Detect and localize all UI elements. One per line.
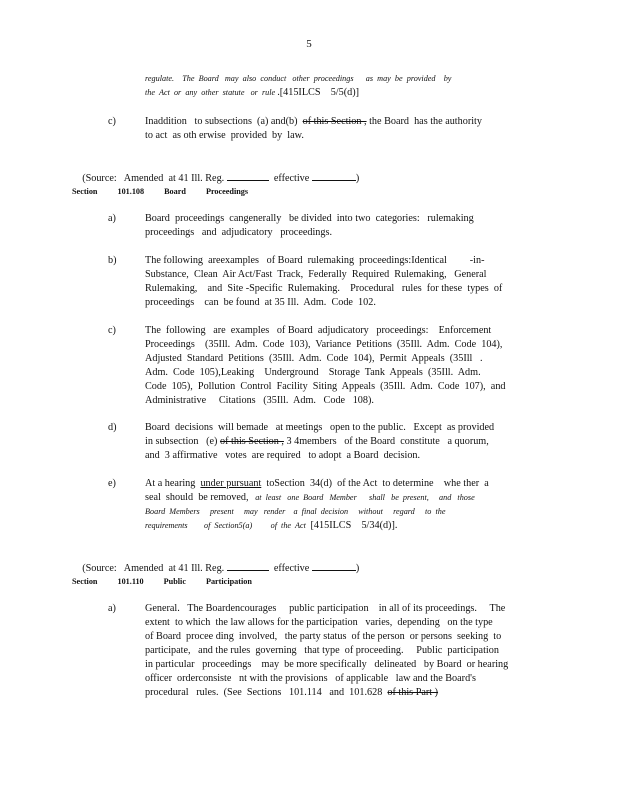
item-a-line-2: proceedings and adjudicatory proceedings. <box>145 227 332 238</box>
item-c2-line-1: The following are examples of Board adjudicatory proceedings: Enforcement <box>145 325 492 336</box>
section-heading-title-2b: Participation <box>205 577 252 586</box>
item-a-line-1: Board proceedings cangenerally be divided into two categories: rulemaking <box>145 213 474 224</box>
item-e-underlined-text: under pursuant <box>200 478 262 489</box>
item-c2-line-5: Code 105), Pollution Control Facility Siting Appeals (35Ill. Adm. Code 107), and <box>145 381 506 392</box>
source-note-2-c: ) <box>355 563 360 574</box>
source-note-1-reg-blank <box>227 170 269 181</box>
item-c-line-1a: Inaddition to subsections (a) and(b) <box>145 116 303 127</box>
item-b-line-1: The following areexamples of Board rulemaking proceedings:Identical -in- <box>145 255 485 266</box>
continued-line-2-citation: .[415ILCS 5/5(d)] <box>277 87 359 98</box>
section-heading-title-1: Board <box>164 187 186 196</box>
item-e-line-4-italic: requirements of Section5(a) of the Act <box>145 521 308 530</box>
source-note-2-b: effective <box>268 563 312 574</box>
source-note-1-a: (Source: Amended at 41 Ill. Reg. <box>82 173 227 184</box>
item-c-line-2: to act as oth erwise provided by law. <box>145 130 304 141</box>
source-note-2-reg-blank <box>227 560 269 571</box>
item-c-paragraph <box>145 115 535 143</box>
source-note-1-b: effective <box>268 173 312 184</box>
continued-line-2-italic: the Act or any other statute or rule <box>145 88 278 97</box>
item-b-line-4: proceedings can be found at 35 Ill. Adm. Code 102. <box>145 297 376 308</box>
item-c2-paragraph <box>145 324 506 408</box>
section-heading-101-110 <box>72 575 252 589</box>
item-e-line-1b: toSection 34(d) of the Act to determine whe ther a <box>261 478 489 489</box>
item-c2-line-6: Administrative Citations (35Ill. Adm. Code 108). <box>145 395 374 406</box>
item-d-paragraph <box>145 421 494 463</box>
item-a2-line-3: of Board procee ding involved, the party status of the person or persons seeking to <box>145 631 502 642</box>
item-label-b: b) <box>108 255 117 266</box>
item-d-line-2b: 3 4members of the Board constitute a quorum, <box>283 436 489 447</box>
item-b-paragraph <box>145 254 502 310</box>
item-d-line-2a: in subsection (e) <box>145 436 220 447</box>
item-c2-line-3: Adjusted Standard Petitions (35Ill. Adm. Code 104), Permit Appeals (35Ill . <box>145 353 483 364</box>
item-label-a: a) <box>108 213 116 224</box>
item-a2-struck-text: of this Part ) <box>387 687 439 698</box>
section-heading-title-2: Proceedings <box>205 187 249 196</box>
item-e-paragraph <box>145 477 489 533</box>
section-heading-number: 101.108 <box>117 187 145 196</box>
item-c-line-1b: the Board has the authority <box>366 116 482 127</box>
item-c-struck-text: of this Section , <box>302 116 367 127</box>
item-c2-line-4: Adm. Code 105),Leaking Underground Storage Tank Appeals (35Ill. Adm. <box>145 367 481 378</box>
item-label-a-2: a) <box>108 603 116 614</box>
item-a2-line-4: participate, and the rules governing that type of proceeding. Public participation <box>145 645 499 656</box>
source-note-2-date-blank <box>312 560 356 571</box>
page-number: 5 <box>306 38 312 50</box>
item-label-e: e) <box>108 478 116 489</box>
continued-line-1: regulate. The Board may also conduct other proceedings as may be provided by <box>145 74 452 83</box>
item-a2-line-2: extent to which the law allows for the participation varies, depending on the type <box>145 617 493 628</box>
item-d-struck-text: of this Section , <box>219 436 284 447</box>
item-a2-paragraph <box>145 602 508 700</box>
item-a2-line-7: procedural rules. (See Sections 101.114 and 101.628 <box>145 687 388 698</box>
section-heading-number-2: 101.110 <box>117 577 144 586</box>
source-note-1-c: ) <box>355 173 360 184</box>
item-a2-line-6: officer orderconsiste nt with the provisions of applicable law and the Board's <box>145 673 476 684</box>
section-heading-101-108 <box>72 185 248 199</box>
item-label-c-2: c) <box>108 325 116 336</box>
item-a2-line-5: in particular proceedings may be more specifically delineated by Board or hearing <box>145 659 509 670</box>
item-e-line-3: Board Members present may render a final decision without regard to the <box>145 507 446 516</box>
item-a-paragraph <box>145 212 474 240</box>
item-b-line-2: Substance, Clean Air Act/Fast Track, Federally Required Rulemaking, General <box>145 269 487 280</box>
section-heading-title-2a: Public <box>163 577 186 586</box>
item-e-line-2a: seal should be removed, <box>145 492 252 503</box>
section-heading-label-2: Section <box>72 577 98 586</box>
source-note-2-a: (Source: Amended at 41 Ill. Reg. <box>82 563 227 574</box>
item-d-line-3: and 3 affirmative votes are required to adopt a Board decision. <box>145 450 421 461</box>
item-d-line-1: Board decisions will bemade at meetings open to the public. Except as provided <box>145 422 495 433</box>
item-e-line-2-italic: at least one Board Member shall be present, and those <box>251 493 475 502</box>
item-e-line-1a: At a hearing <box>145 478 201 489</box>
item-label-c: c) <box>108 116 116 127</box>
item-label-d: d) <box>108 422 117 433</box>
item-c2-line-2: Proceedings (35Ill. Adm. Code 103), Variance Petitions (35Ill. Adm. Code 104), <box>145 339 503 350</box>
source-note-1-date-blank <box>312 170 356 181</box>
continued-paragraph <box>145 72 535 100</box>
item-e-line-4-citation: [415ILCS 5/34(d)]. <box>307 520 398 531</box>
item-b-line-3: Rulemaking, and Site -Specific Rulemaking. Procedural rules for these types of <box>145 283 503 294</box>
item-a2-line-1: General. The Boardencourages public participation in all of its proceedings. The <box>145 603 506 614</box>
section-heading-label: Section <box>72 187 98 196</box>
